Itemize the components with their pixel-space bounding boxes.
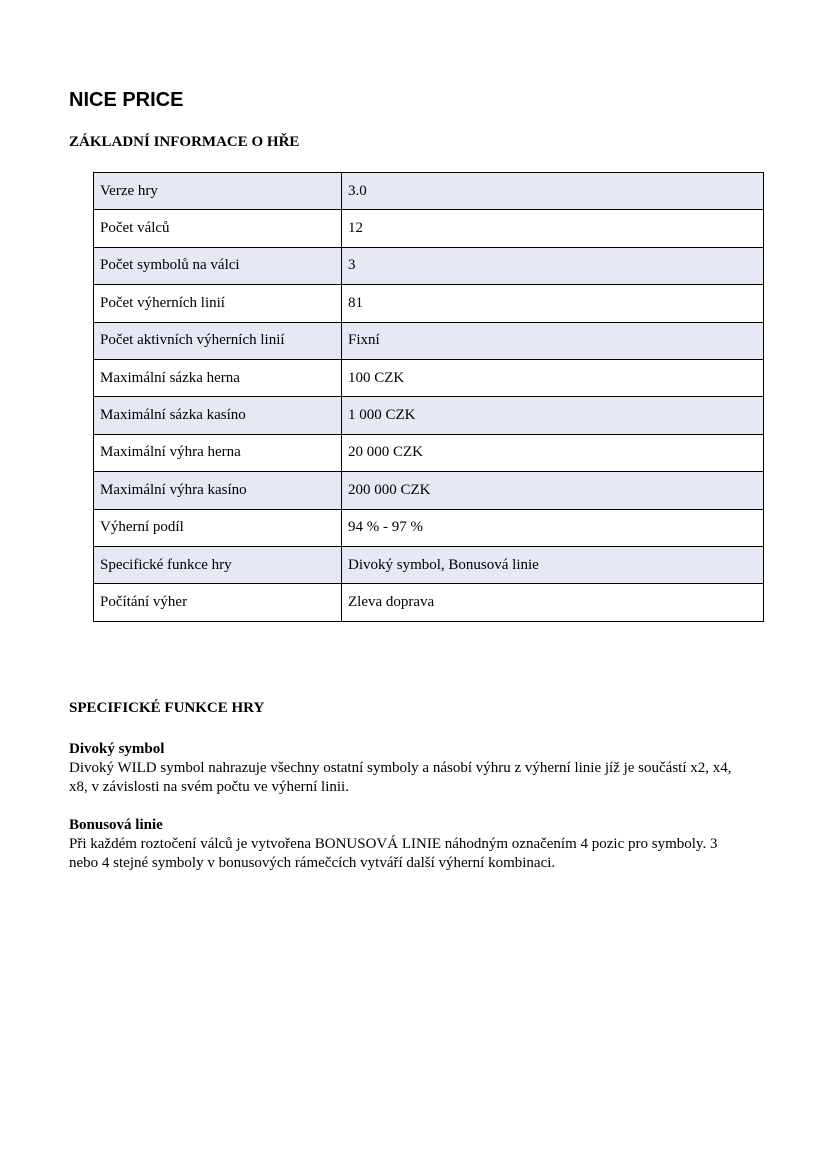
table-row bbox=[94, 397, 764, 434]
table-row bbox=[94, 210, 764, 247]
row-label: Počet symbolů na válci bbox=[94, 247, 342, 284]
table-row bbox=[94, 359, 764, 396]
row-value: 200 000 CZK bbox=[342, 472, 764, 509]
row-label: Počet aktivních výherních linií bbox=[94, 322, 342, 359]
row-label: Maximální výhra herna bbox=[94, 434, 342, 471]
row-label: Počítání výher bbox=[94, 584, 342, 621]
table-row bbox=[94, 584, 764, 621]
table-row bbox=[94, 247, 764, 284]
feature-name: Divoký symbol bbox=[69, 741, 165, 757]
table-row bbox=[94, 472, 764, 509]
table-row bbox=[94, 509, 764, 546]
row-value: 12 bbox=[342, 210, 764, 247]
table-row bbox=[94, 322, 764, 359]
feature-name: Bonusová linie bbox=[69, 817, 163, 833]
table-row bbox=[94, 434, 764, 471]
row-label: Maximální sázka herna bbox=[94, 359, 342, 396]
row-label: Maximální sázka kasíno bbox=[94, 397, 342, 434]
row-value: 81 bbox=[342, 285, 764, 322]
basic-info-heading: ZÁKLADNÍ INFORMACE O HŘE bbox=[69, 134, 300, 150]
row-label: Výherní podíl bbox=[94, 509, 342, 546]
row-label: Počet výherních linií bbox=[94, 285, 342, 322]
table-row bbox=[94, 285, 764, 322]
row-value: 1 000 CZK bbox=[342, 397, 764, 434]
feature-text: Při každém roztočení válců je vytvořena BONUSOVÁ LINIE náhodným označením 4 pozic pro symboly. 3 nebo 4 stejné symboly v bonusových rámečcích vytváří další výherní kombinaci. bbox=[69, 836, 718, 871]
table-row bbox=[94, 546, 764, 583]
row-value: Divoký symbol, Bonusová linie bbox=[342, 546, 764, 583]
game-info-table bbox=[93, 172, 764, 622]
row-value: 20 000 CZK bbox=[342, 434, 764, 471]
row-value: 3.0 bbox=[342, 173, 764, 210]
row-value: 94 % - 97 % bbox=[342, 509, 764, 546]
table-row bbox=[94, 173, 764, 210]
row-value: 100 CZK bbox=[342, 359, 764, 396]
row-label: Maximální výhra kasíno bbox=[94, 472, 342, 509]
row-value: 3 bbox=[342, 247, 764, 284]
feature-bonus-line bbox=[69, 816, 749, 873]
row-label: Verze hry bbox=[94, 173, 342, 210]
features-heading: SPECIFICKÉ FUNKCE HRY bbox=[69, 700, 265, 716]
row-value: Zleva doprava bbox=[342, 584, 764, 621]
row-value: Fixní bbox=[342, 322, 764, 359]
row-label: Počet válců bbox=[94, 210, 342, 247]
row-label: Specifické funkce hry bbox=[94, 546, 342, 583]
feature-wild-symbol bbox=[69, 740, 749, 797]
page-title: NICE PRICE bbox=[69, 89, 184, 111]
feature-text: Divoký WILD symbol nahrazuje všechny ostatní symboly a násobí výhru z výherní linie jíž je součástí x2, x4, x8, v závislosti na svém počtu ve výherní linii. bbox=[69, 760, 732, 795]
